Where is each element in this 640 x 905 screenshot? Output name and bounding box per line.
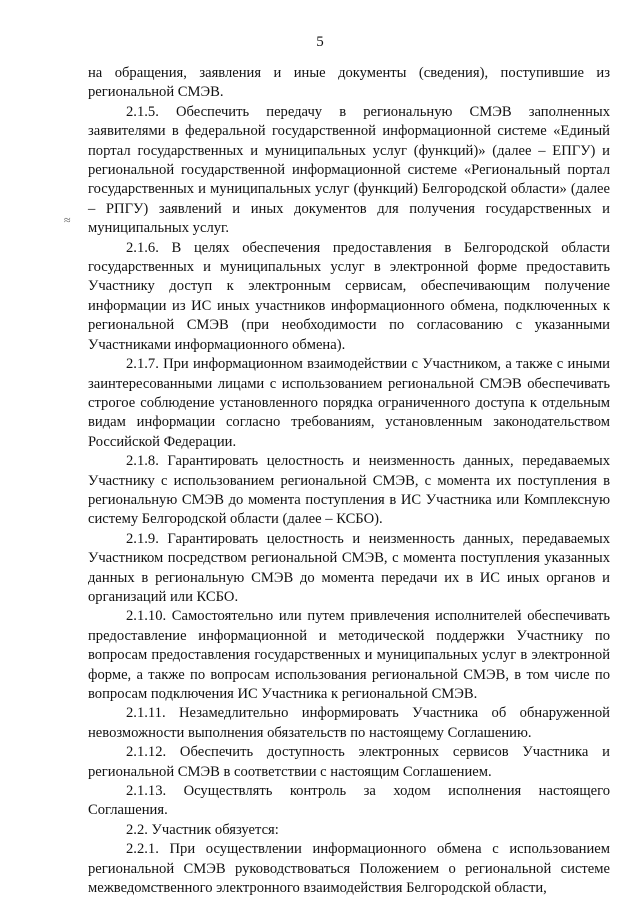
paragraph: 2.2.1. При осуществлении информационного обмена с использованием региональной СМЭВ руководствоваться Положением о региональной системе межведомственного электронного взаимодействия Белгородской области, [88, 841, 610, 897]
paragraph: 2.1.5. Обеспечить передачу в региональную СМЭВ заполненных заявителями в федеральной государственной информационной системе «Единый портал государственных и муниципальных услуг (функций)» (далее – ЕПГУ) и региональной государственной информационной системе «Региональный портал государственных и муниципальных услуг (функций) Белгородской области» (далее – РПГУ) заявлений и иных документов для получения государственных и муниципальных услуг. [88, 103, 610, 237]
paragraph: 2.1.9. Гарантировать целостность и неизменность данных, передаваемых Участником посредством региональной СМЭВ, с момента поступления указанных данных в региональную СМЭВ до момента передачи их в ИС иных органов и организаций или КСБО. [88, 530, 610, 605]
paragraph: на обращения, заявления и иные документы (сведения), поступившие из региональной СМЭВ. [88, 65, 610, 101]
paragraph: 2.1.13. Осуществлять контроль за ходом исполнения настоящего Соглашения. [88, 783, 610, 819]
paragraph: 2.1.12. Обеспечить доступность электронных сервисов Участника и региональной СМЭВ в соответствии с настоящим Соглашением. [88, 744, 610, 780]
paragraph: 2.2. Участник обязуется: [126, 821, 279, 838]
paragraph: 2.1.10. Самостоятельно или путем привлечения исполнителей обеспечивать предоставление информационной и методической поддержки Участнику по вопросам предоставления государственных и муниципальных услуг в электронной форме, а также по вопросам использования региональной СМЭВ, в том числе по вопросам подключения ИС Участника к региональной СМЭВ. [88, 608, 610, 702]
paragraph: 2.1.11. Незамедлительно информировать Участника об обнаруженной невозможности выполнения обязательств по настоящему Соглашению. [88, 705, 610, 741]
margin-mark: ≈ [64, 213, 71, 227]
page-number: 5 [316, 34, 324, 50]
paragraph: 2.1.8. Гарантировать целостность и неизменность данных, передаваемых Участнику с использованием региональной СМЭВ, с момента их поступления в региональную СМЭВ до момента поступления в ИС Участника или Комплексную систему Белгородской области (далее – КСБО). [88, 453, 610, 528]
paragraph: 2.1.6. В целях обеспечения предоставления в Белгородской области государственных и муниципальных услуг в электронной форме предоставить Участнику доступ к электронным сервисам, обеспечивающим получение информации из ИС иных участников информационного обмена, подключенных к региональной СМЭВ (при необходимости по согласованию с указанными Участниками информационного обмена). [88, 239, 610, 353]
document-body [88, 64, 610, 898]
paragraph: 2.1.7. При информационном взаимодействии с Участником, а также с иными заинтересованными лицами с использованием региональной СМЭВ обеспечивать строгое соблюдение установленного порядка ограниченного доступа к отдельным видам информации согласно требованиям, установленным законодательством Российской Федерации. [88, 356, 610, 450]
